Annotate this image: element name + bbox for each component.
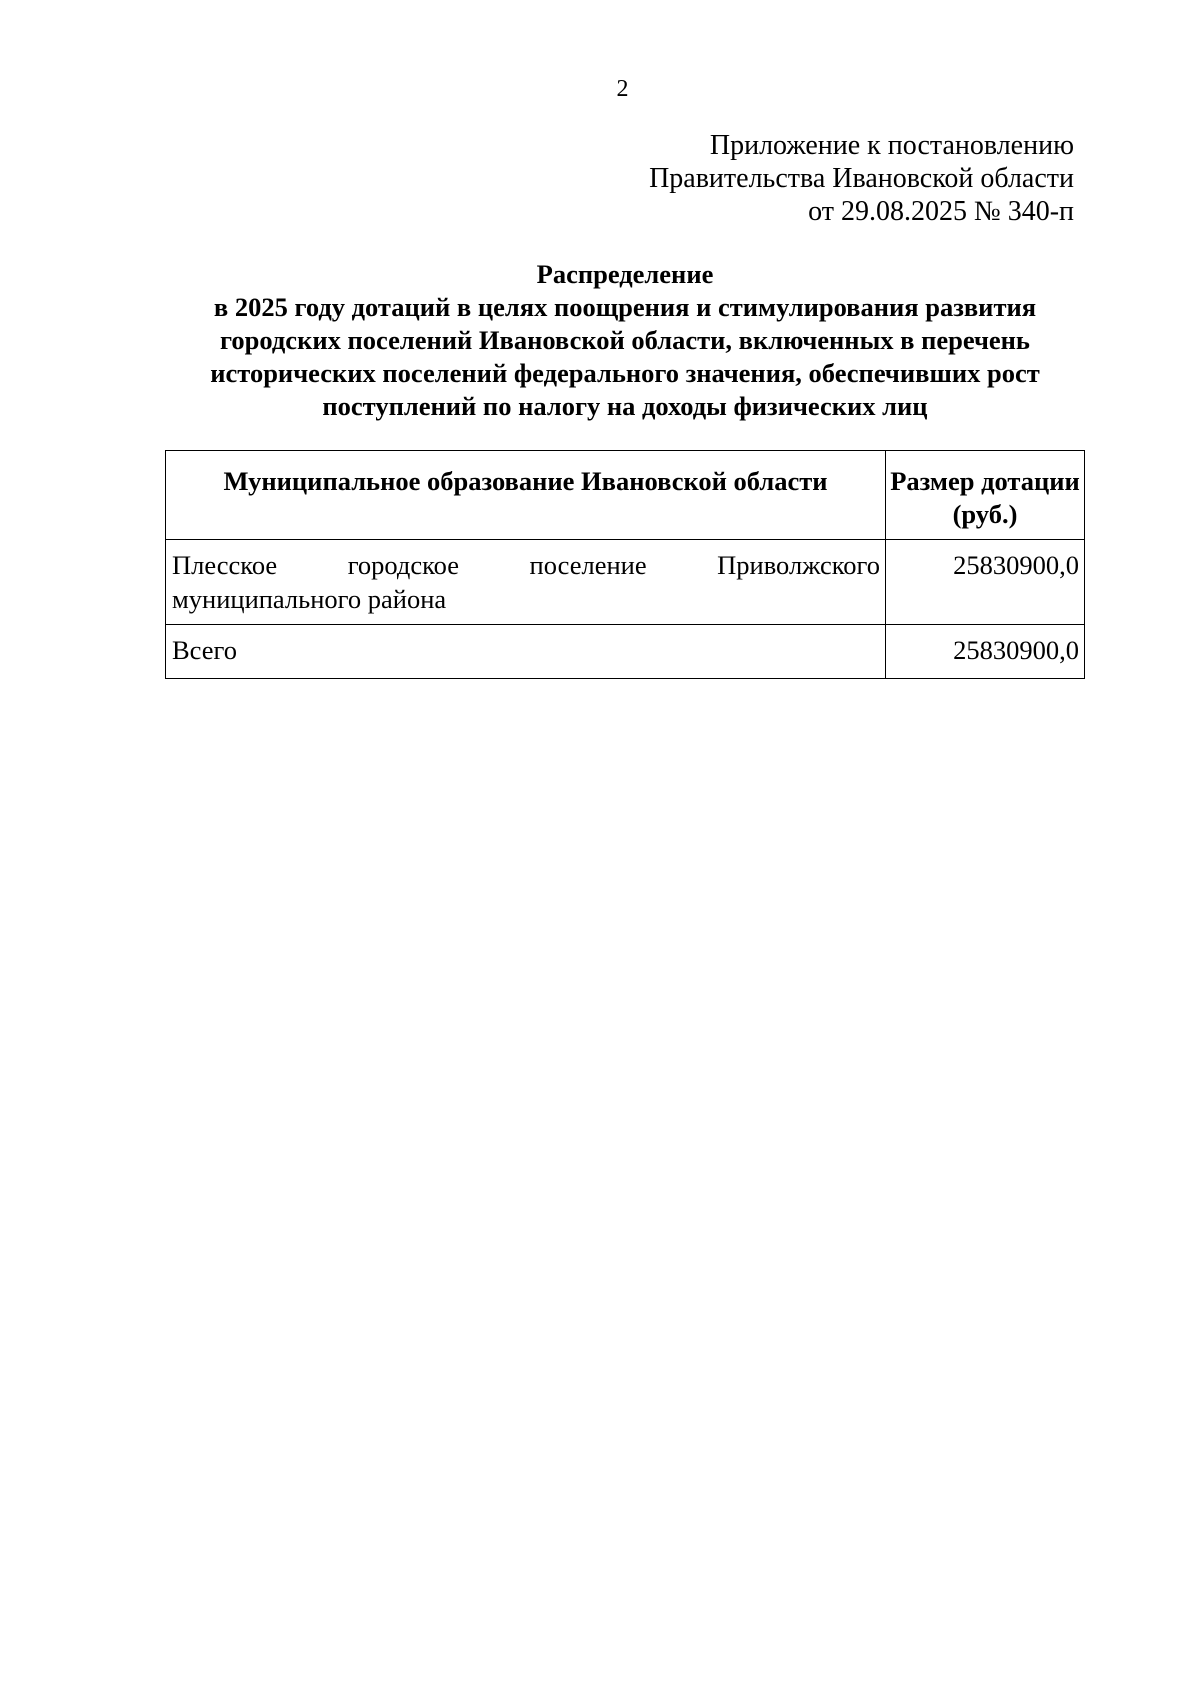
title-line-5: поступлений по налогу на доходы физических лиц xyxy=(322,391,928,421)
title-line-1: Распределение xyxy=(536,259,714,289)
table-total-row xyxy=(166,625,1085,679)
title-line-4: исторических поселений федерального значения, обеспечивших рост xyxy=(210,358,1040,388)
table-header-row xyxy=(166,451,1085,540)
document-title xyxy=(160,258,1090,423)
header-municipality: Муниципальное образование Ивановской области xyxy=(166,451,886,540)
title-line-3: городских поселений Ивановской области, включенных в перечень xyxy=(220,325,1030,355)
title-line-2: в 2025 году дотаций в целях поощрения и стимулирования развития xyxy=(213,292,1037,322)
row-amount: 25830900,0 xyxy=(886,540,1085,625)
header-amount: Размер дотации (руб.) xyxy=(886,451,1085,540)
total-label: Всего xyxy=(166,625,886,679)
distribution-table xyxy=(165,450,1085,679)
appendix-header xyxy=(374,129,1074,228)
appendix-line-1: Приложение к постановлению xyxy=(709,130,1074,161)
total-amount: 25830900,0 xyxy=(886,625,1085,679)
appendix-line-2: Правительства Ивановской области xyxy=(649,163,1074,194)
table-row xyxy=(166,540,1085,625)
row-municipality: Плесское городское поселение Приволжского муниципального района xyxy=(166,540,886,625)
page-number: 2 xyxy=(616,76,629,102)
appendix-line-3: от 29.08.2025 № 340-п xyxy=(808,196,1074,227)
